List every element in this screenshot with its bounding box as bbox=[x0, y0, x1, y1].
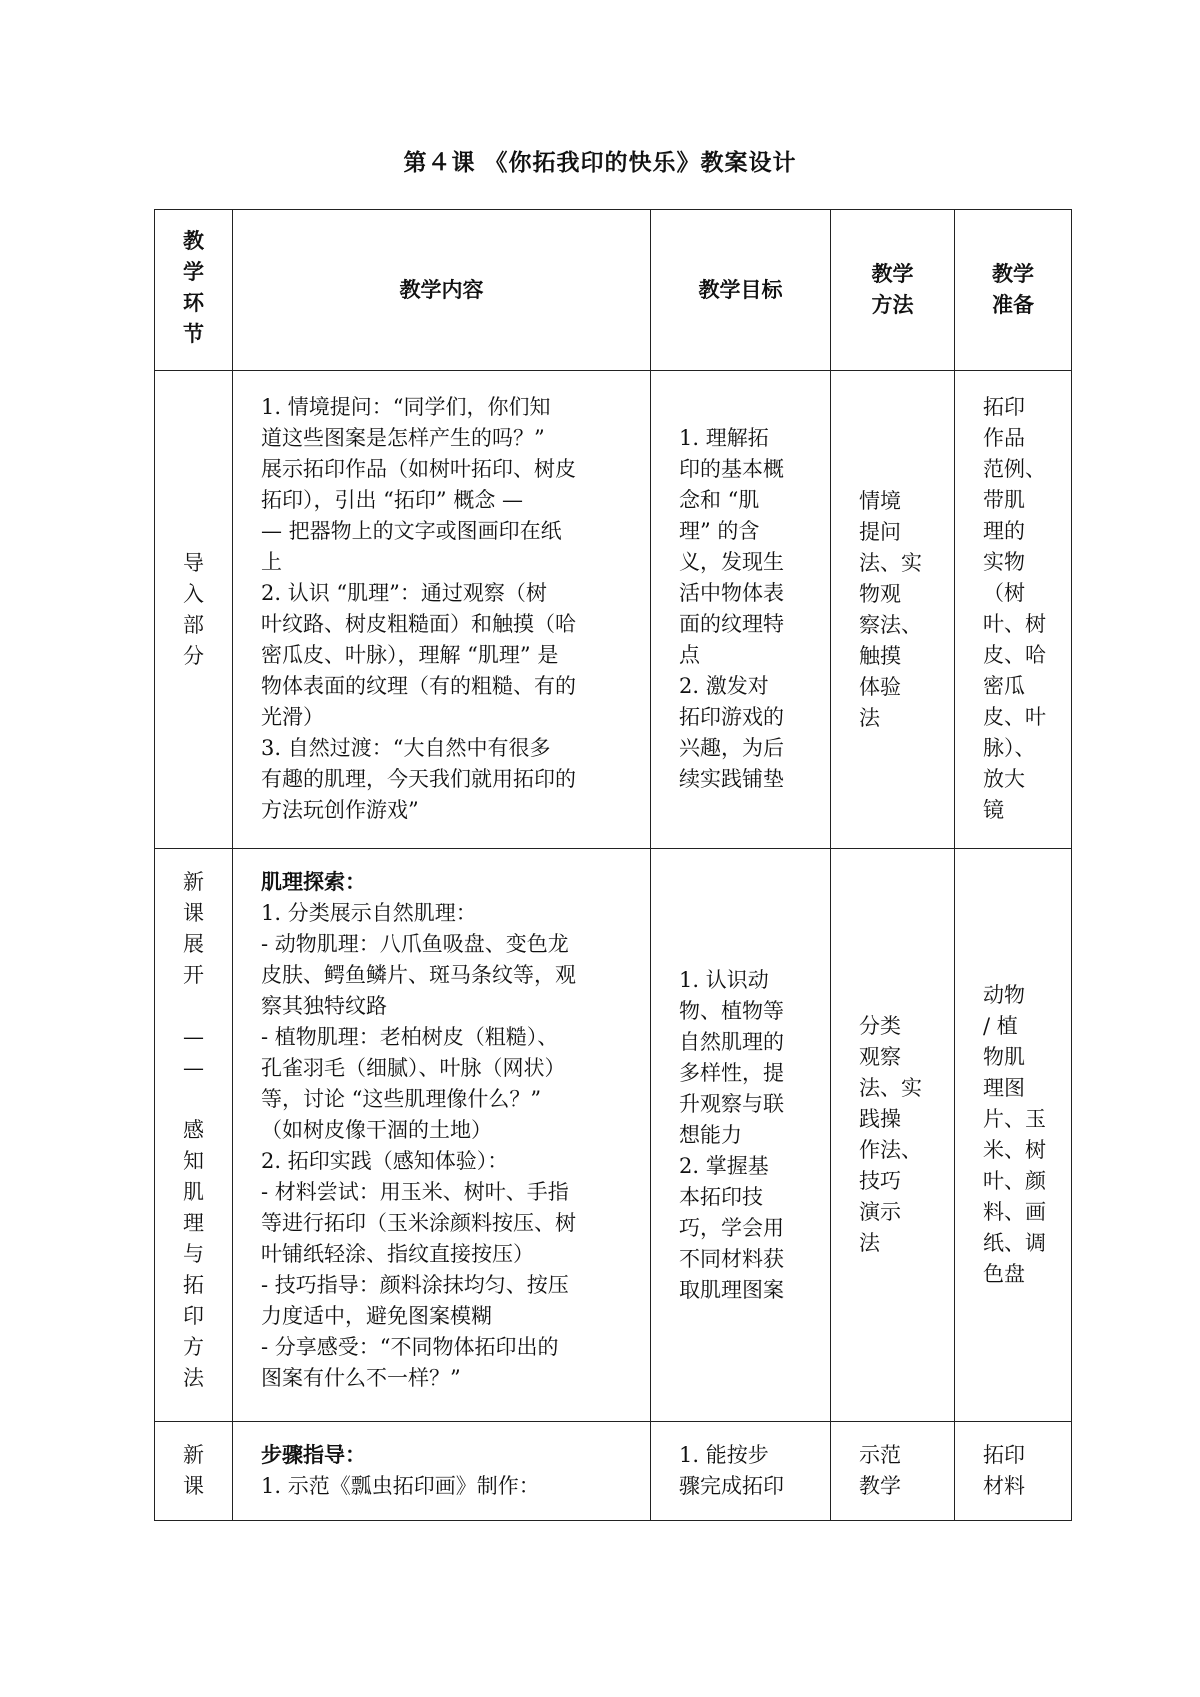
goal-cell: 1. 理解拓 印的基本概 念和 “肌 理” 的含 义，发现生 活中物体表 面的纹理特 点 2. 激发对 拓印游戏的 兴趣，为后 续实践铺垫 bbox=[651, 371, 831, 849]
goal-cell: 1. 能按步 骤完成拓印 bbox=[651, 1422, 831, 1521]
lesson-plan-table bbox=[154, 209, 1072, 1521]
header-method: 教学 方法 bbox=[831, 210, 955, 371]
content-cell: 肌理探索： 1. 分类展示自然肌理： - 动物肌理：八爪鱼吸盘、变色龙 皮肤、鳄鱼鳞片、斑马条纹等，观 察其独特纹路 - 植物肌理：老柏树皮（粗糙）、 孔雀羽毛（细腻）、叶脉（网状） 等，讨论 “这些肌理像什么？” （如树皮像干涸的土地） 2. 拓印实践（感知体验）： - 材料尝试：用玉米、树叶、手指 等进行拓印（玉米涂颜料按压、树 叶铺纸轻涂、指纹直接按压） - 技巧指导：颜料涂抹均匀、按压 力度适中，避免图案模糊 - 分享感受：“不同物体拓印出的 图案有什么不一样？” bbox=[233, 849, 651, 1422]
header-prep: 教学 准备 bbox=[955, 210, 1072, 371]
content-cell: 步骤指导： 1. 示范《瓢虫拓印画》制作： bbox=[233, 1422, 651, 1521]
page-title: 第４课 《你拓我印的快乐》教案设计 bbox=[403, 150, 797, 176]
stage-cell: 导 入 部 分 bbox=[155, 371, 233, 849]
header-content: 教学内容 bbox=[233, 210, 651, 371]
method-cell: 示范 教学 bbox=[831, 1422, 955, 1521]
method-cell: 分类 观察 法、实 践操 作法、 技巧 演示 法 bbox=[831, 849, 955, 1422]
header-goal: 教学目标 bbox=[651, 210, 831, 371]
goal-cell: 1. 认识动 物、植物等 自然肌理的 多样性，提 升观察与联 想能力 2. 掌握基 本拓印技 巧，学会用 不同材料获 取肌理图案 bbox=[651, 849, 831, 1422]
stage-cell: 新 课 展 开 — — 感 知 肌 理 与 拓 印 方 法 bbox=[155, 849, 233, 1422]
prep-cell: 拓印 作品 范例、 带肌 理的 实物 （树 叶、树 皮、哈 密瓜 皮、叶 脉）、 放大 镜 bbox=[955, 371, 1072, 849]
prep-cell: 动物 / 植 物肌 理图 片、玉 米、树 叶、颜 料、画 纸、调 色盘 bbox=[955, 849, 1072, 1422]
row-new-lesson bbox=[155, 849, 1072, 1422]
header-row bbox=[155, 210, 1072, 371]
content-cell: 1. 情境提问：“同学们，你们知 道这些图案是怎样产生的吗？” 展示拓印作品（如树叶拓印、树皮 拓印），引出 “拓印” 概念 — — 把器物上的文字或图画印在纸 上 2. 认识 “肌理”：通过观察（树 叶纹路、树皮粗糙面）和触摸（哈 密瓜皮、叶脉），理解 “肌理” 是 物体表面的纹理（有的粗糙、有的 光滑） 3. 自然过渡：“大自然中有很多 有趣的肌理，今天我们就用拓印的 方法玩创作游戏” bbox=[233, 371, 651, 849]
row-intro bbox=[155, 371, 1072, 849]
prep-cell: 拓印 材料 bbox=[955, 1422, 1072, 1521]
stage-cell: 新 课 bbox=[155, 1422, 233, 1521]
method-cell: 情境 提问 法、实 物观 察法、 触摸 体验 法 bbox=[831, 371, 955, 849]
row-new-lesson-2 bbox=[155, 1422, 1072, 1521]
header-stage: 教 学 环 节 bbox=[155, 210, 233, 371]
